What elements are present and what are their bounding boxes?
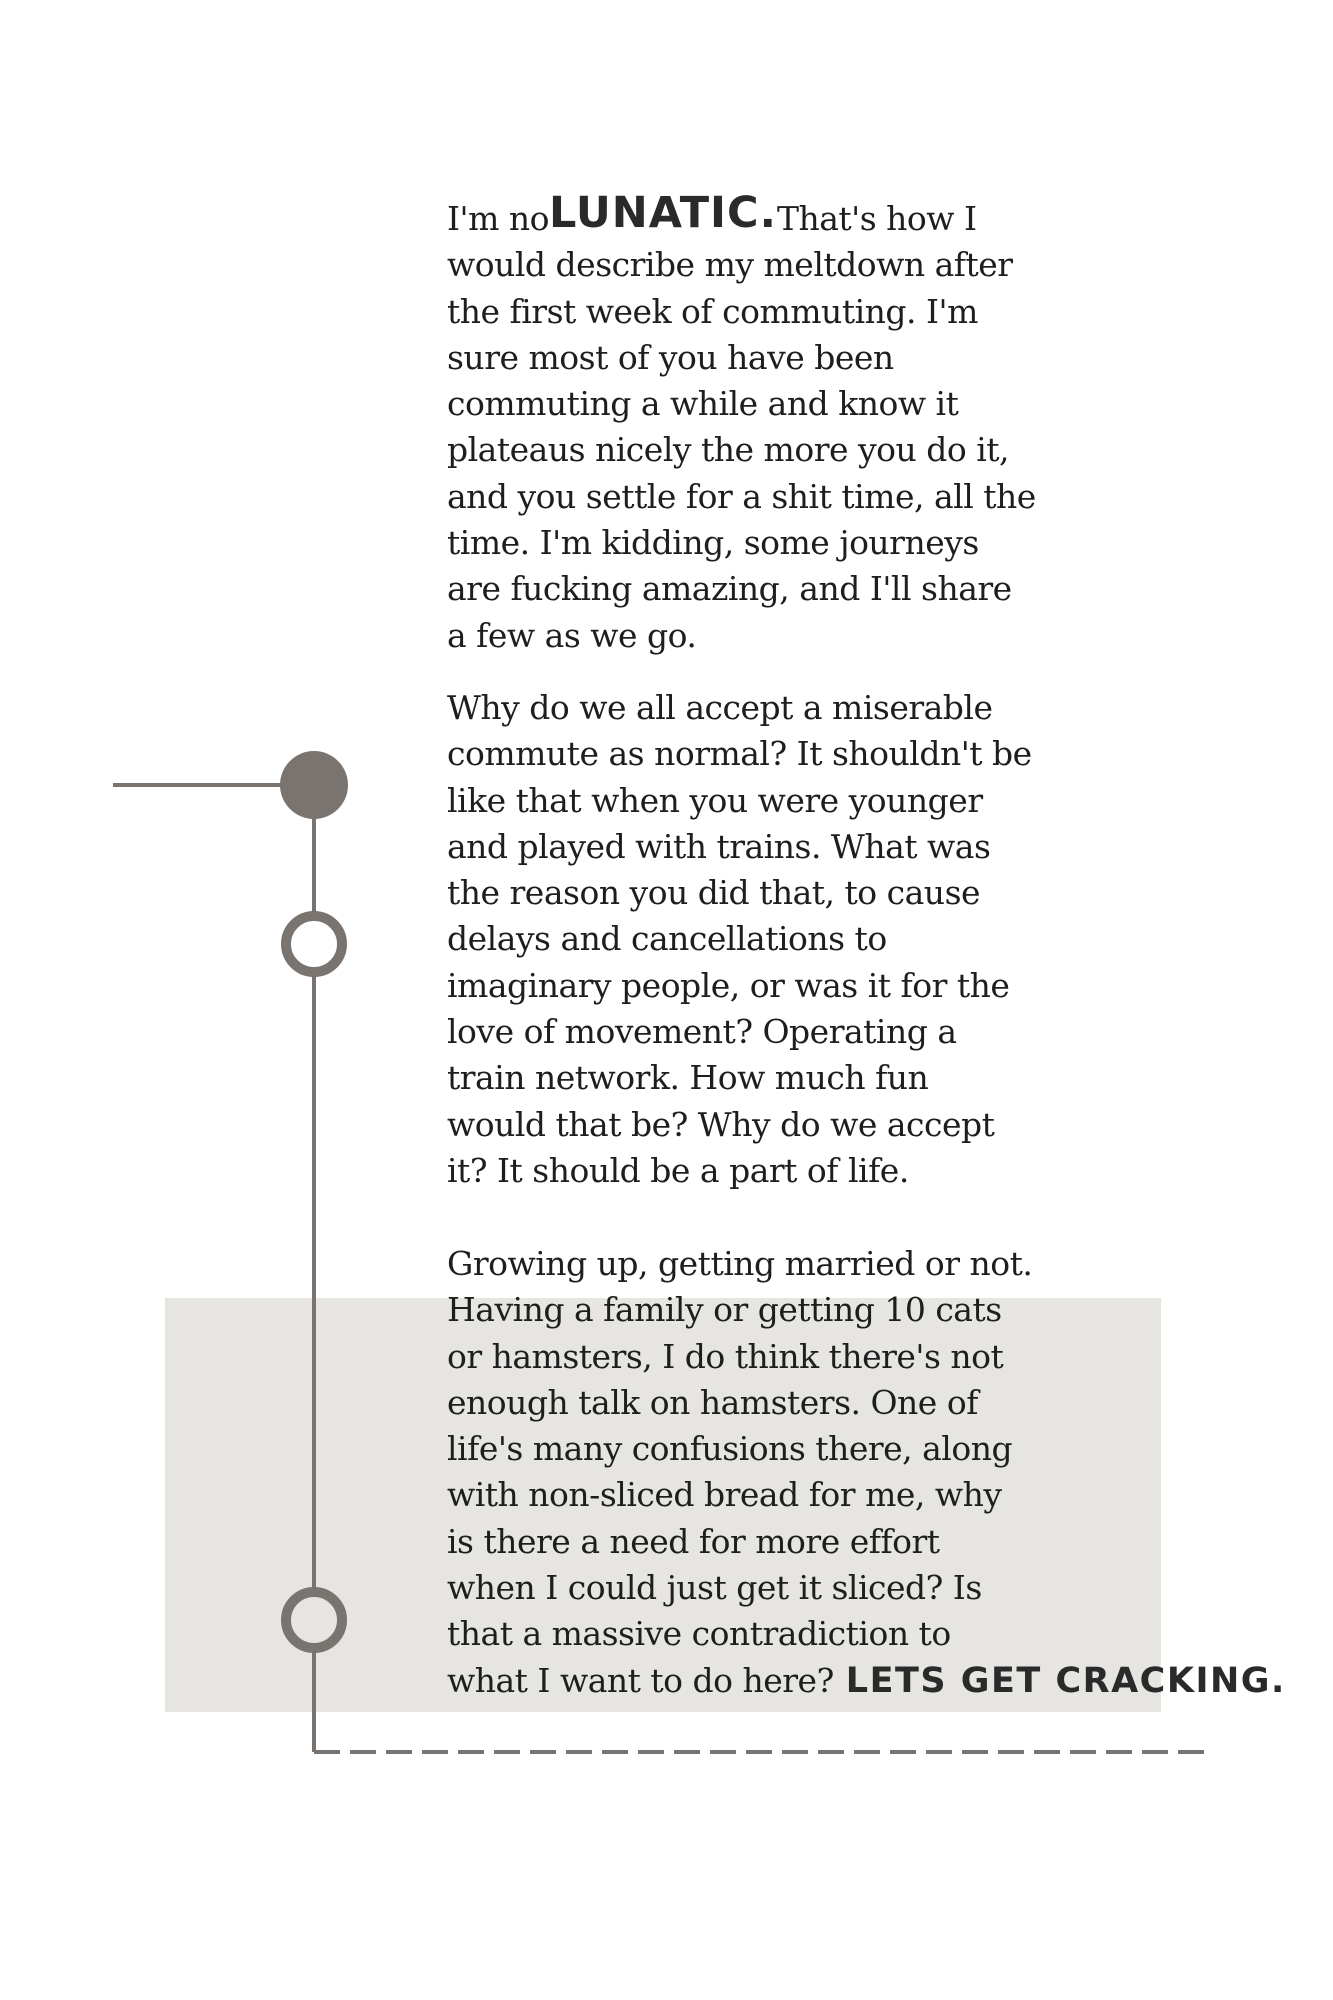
- paragraph-3-line: that a massive contradiction to: [447, 1614, 951, 1654]
- paragraph-1-line: and you settle for a shit time, all the: [447, 476, 1036, 516]
- paragraph-1-line: time. I'm kidding, some journeys: [447, 523, 979, 563]
- paragraph-2-line: love of movement? Operating a: [447, 1012, 957, 1052]
- route-stop-open-2: [286, 1592, 342, 1648]
- paragraph-3-line: with non-sliced bread for me, why: [447, 1475, 1002, 1515]
- paragraph-3-line: when I could just get it sliced? Is: [447, 1568, 982, 1608]
- paragraph-1-line: are fucking amazing, and I'll share: [447, 569, 1012, 609]
- paragraph-3-line: Growing up, getting married or not.: [447, 1244, 1033, 1283]
- paragraph-2-line: it? It should be a part of life.: [447, 1150, 909, 1190]
- paragraph-2-line: would that be? Why do we accept: [447, 1104, 995, 1144]
- paragraph-2: [447, 685, 1032, 1194]
- paragraph-2-line: and played with trains. What was: [447, 826, 991, 866]
- route-stop-open-1: [286, 916, 342, 972]
- paragraph-3-line: life's many confusions there, along: [447, 1429, 1013, 1469]
- paragraph-2-line: delays and cancellations to: [447, 919, 887, 959]
- paragraph-1-line: sure most of you have been: [447, 337, 894, 377]
- paragraph-2-line: Why do we all accept a miserable: [447, 688, 993, 727]
- paragraph-1-line: a few as we go.: [447, 615, 697, 655]
- paragraph-3-line: or hamsters, I do think there's not: [447, 1336, 1004, 1376]
- paragraph-1-line: the first week of commuting. I'm: [447, 291, 978, 331]
- paragraph-1-line: would describe my meltdown after: [447, 245, 1013, 285]
- paragraph-3-line: enough talk on hamsters. One of: [447, 1382, 978, 1422]
- paragraph-2-line: commute as normal? It shouldn't be: [447, 734, 1032, 774]
- paragraph-3-last-line: what I want to do here? LETS GET CRACKING.: [447, 1660, 1286, 1701]
- paragraph-2-line: train network. How much fun: [447, 1058, 929, 1098]
- paragraph-1-line: commuting a while and know it: [447, 384, 959, 424]
- paragraph-1-line-1: I'm noLUNATIC.That's how I: [447, 188, 977, 238]
- paragraph-3-line: is there a need for more effort: [447, 1521, 940, 1561]
- paragraph-1-line: plateaus nicely the more you do it,: [447, 430, 1010, 470]
- lets-get-cracking-stamp: LETS GET CRACKING.: [845, 1660, 1286, 1701]
- route-stop-filled: [280, 751, 348, 819]
- paragraph-3-line: Having a family or getting 10 cats: [447, 1290, 1002, 1330]
- paragraph-2-line: like that when you were younger: [447, 780, 983, 820]
- paragraph-1: [447, 190, 1036, 659]
- paragraph-2-line: imaginary people, or was it for the: [447, 965, 1010, 1005]
- lunatic-stamp: LUNATIC.: [549, 188, 777, 238]
- paragraph-2-line: the reason you did that, to cause: [447, 873, 981, 913]
- paragraph-3: [447, 1241, 1286, 1704]
